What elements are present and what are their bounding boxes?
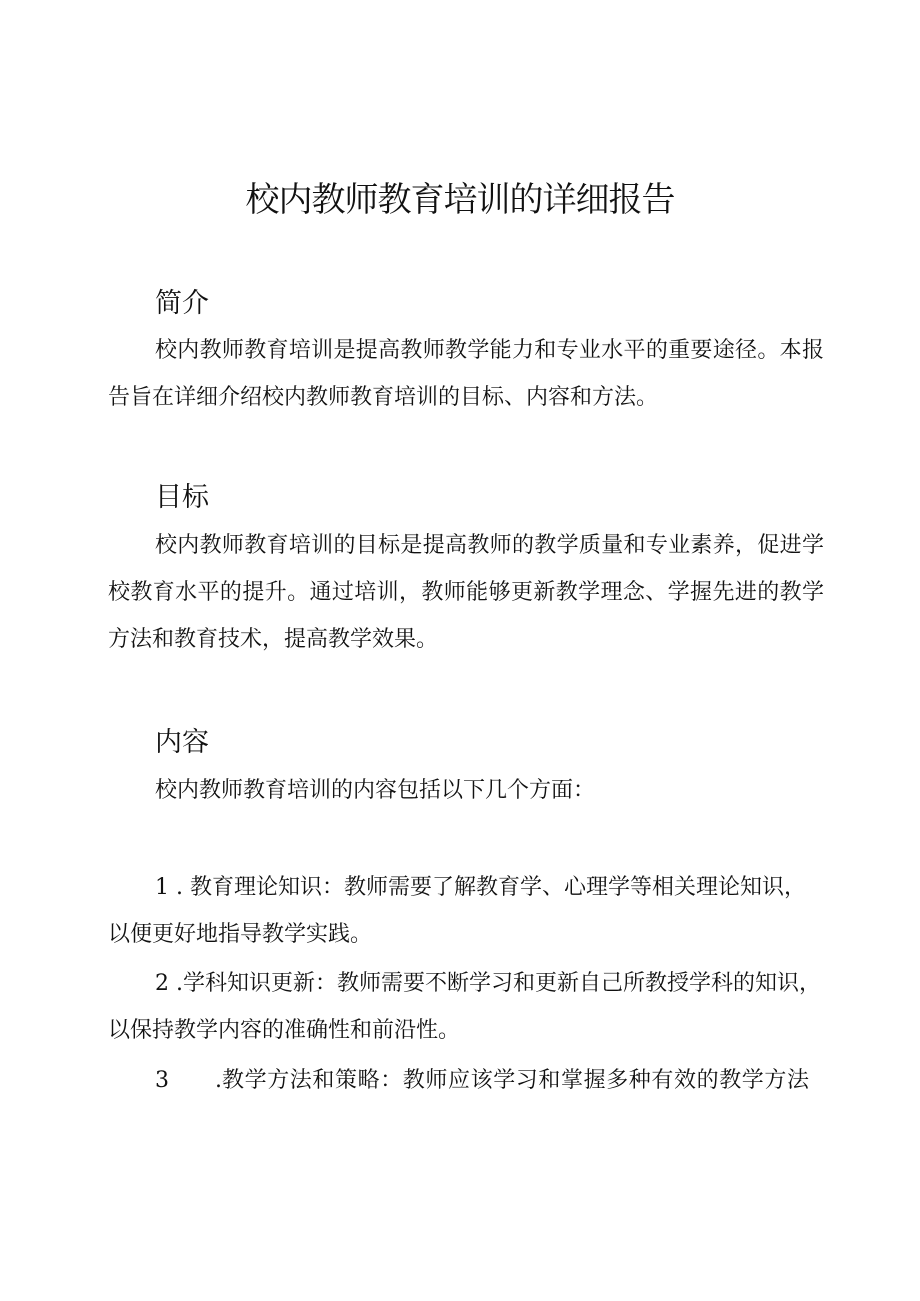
- list-item-number: 3: [155, 1068, 169, 1093]
- goals-paragraph: 校内教师教育培训的目标是提高教师的教学质量和专业素养，促进学校教育水平的提升。通过培训，教师能够更新教学理念、学握先进的教学方法和教育技术，提高教学效果。: [108, 533, 824, 652]
- list-item-number: 2: [155, 971, 169, 996]
- list-item-separator: .: [169, 971, 183, 996]
- list-item-separator: .: [215, 1068, 222, 1093]
- list-item: [108, 960, 824, 1054]
- list-item-text: 教育理论知识：教师需要了解教育学、心理学等相关理论知识，以便更好地指导教学实践。: [108, 875, 806, 947]
- section-heading-content: 内容: [155, 727, 209, 758]
- list-item: [108, 1057, 824, 1104]
- list-item-text: 学科知识更新：教师需要不断学习和更新自己所教授学科的知识，以保持教学内容的准确性和前沿性。: [108, 971, 822, 1043]
- content-intro-paragraph: 校内教师教育培训的内容包括以下几个方面：: [155, 778, 596, 803]
- section-heading-goals: 目标: [155, 482, 209, 513]
- document-title: 校内教师教育培训的详细报告: [245, 180, 675, 220]
- list-item-number: 1: [155, 875, 169, 900]
- section-heading-intro: 简介: [155, 288, 209, 319]
- list-item-text: 教学方法和策略：教师应该学习和掌握多种有效的教学方法: [222, 1068, 810, 1093]
- list-item: [108, 864, 824, 958]
- list-item-separator: .: [169, 875, 190, 900]
- intro-paragraph: 校内教师教育培训是提高教师教学能力和专业水平的重要途径。本报告旨在详细介绍校内教师教育培训的目标、内容和方法。: [108, 338, 824, 410]
